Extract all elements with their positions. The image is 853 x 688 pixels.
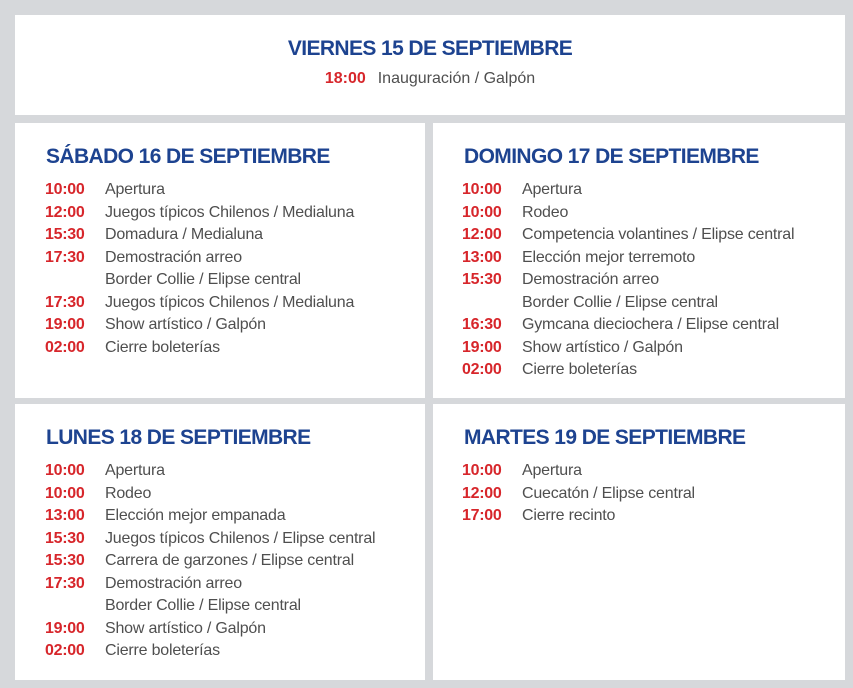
- event-time: 10:00: [45, 181, 85, 198]
- schedule-item: [462, 202, 794, 225]
- event-description-line: Cuecatón / Elipse central: [522, 484, 695, 502]
- tuesday-event-list: [462, 460, 695, 528]
- event-time: 02:00: [45, 338, 85, 356]
- event-description: Inauguración / Galpón: [377, 70, 536, 87]
- schedule-item: [462, 269, 794, 314]
- saturday-event-list: [45, 179, 354, 359]
- event-time: 10:00: [462, 181, 502, 198]
- event-time: 12:00: [462, 226, 502, 243]
- event-time: 17:00: [462, 507, 502, 524]
- event-description: [105, 337, 220, 360]
- schedule-item: [45, 573, 375, 618]
- schedule-item: [45, 528, 375, 551]
- event-description: [522, 247, 695, 270]
- event-description-line: Cierre boleterías: [105, 338, 220, 356]
- monday-title: LUNES 18 DE SEPTIEMBRE: [46, 426, 311, 449]
- event-description-line: Demostración arreo: [522, 271, 659, 288]
- event-description-line: Elección mejor empanada: [105, 507, 286, 524]
- event-description: [105, 314, 266, 337]
- event-description-line: Show artístico / Galpón: [105, 619, 266, 637]
- schedule-item: [45, 337, 354, 360]
- event-description-line: Carrera de garzones / Elipse central: [105, 552, 354, 569]
- event-description-line: Juegos típicos Chilenos / Elipse central: [105, 529, 376, 547]
- event-description-line: Rodeo: [105, 484, 152, 502]
- schedule-item: [462, 314, 794, 337]
- event-description-line: Show artístico / Galpón: [522, 338, 683, 356]
- schedule-item: [462, 224, 794, 247]
- event-description: [105, 573, 301, 618]
- schedule-item: [45, 505, 375, 528]
- schedule-item: [45, 202, 354, 225]
- event-description: [105, 460, 165, 483]
- event-description-line: Border Collie / Elipse central: [105, 271, 301, 288]
- event-description: [522, 483, 695, 506]
- monday-panel: [15, 404, 425, 680]
- event-description: [105, 202, 354, 225]
- event-description-line: Domadura / Medialuna: [105, 226, 263, 243]
- event-description-line: Juegos típicos Chilenos / Medialuna: [105, 293, 355, 311]
- event-time: 13:00: [462, 248, 502, 266]
- event-description: [522, 505, 615, 528]
- event-time: 17:30: [45, 293, 85, 311]
- event-time: 15:30: [462, 271, 502, 288]
- event-time: 10:00: [462, 203, 502, 221]
- event-time: 19:00: [462, 338, 502, 356]
- event-description-line: Elección mejor terremoto: [522, 248, 696, 266]
- schedule-item: [462, 337, 794, 360]
- event-description-line: Rodeo: [522, 203, 569, 221]
- event-description: [522, 179, 582, 202]
- event-description-line: Show artístico / Galpón: [105, 316, 266, 333]
- event-time: 02:00: [462, 361, 502, 378]
- event-time: 19:00: [45, 619, 85, 637]
- friday-panel: [15, 15, 845, 115]
- event-description-line: Cierre boleterías: [105, 642, 220, 659]
- saturday-panel: [15, 123, 425, 398]
- event-time: 12:00: [462, 484, 502, 502]
- event-description-line: Cierre boleterías: [522, 361, 637, 378]
- event-description: [105, 640, 220, 663]
- saturday-title: SÁBADO 16 DE SEPTIEMBRE: [46, 145, 330, 168]
- schedule-item: [462, 359, 794, 382]
- schedule-item: [45, 292, 354, 315]
- event-time: 19:00: [45, 316, 85, 333]
- event-description: [105, 224, 263, 247]
- event-time: 02:00: [45, 642, 85, 659]
- event-description: [105, 483, 151, 506]
- schedule-item: [45, 460, 375, 483]
- event-description-line: Border Collie / Elipse central: [522, 293, 718, 311]
- schedule-item: [462, 483, 695, 506]
- event-time: 15:30: [45, 226, 85, 243]
- event-time: 10:00: [462, 462, 502, 479]
- monday-event-list: [45, 460, 375, 663]
- friday-event: [15, 70, 845, 88]
- event-time: 18:00: [324, 70, 366, 87]
- schedule-item: [45, 618, 375, 641]
- event-description: [105, 618, 266, 641]
- schedule-item: [45, 483, 375, 506]
- event-time: 17:30: [45, 248, 85, 266]
- schedule-item: [462, 505, 695, 528]
- event-time: 10:00: [45, 462, 85, 479]
- event-description-line: Apertura: [522, 181, 582, 198]
- event-description-line: Apertura: [522, 462, 582, 479]
- event-description: [522, 224, 794, 247]
- event-description: [522, 314, 779, 337]
- event-description: [522, 202, 568, 225]
- event-description-line: Juegos típicos Chilenos / Medialuna: [105, 203, 355, 221]
- event-description: [105, 247, 301, 292]
- schedule-item: [45, 550, 375, 573]
- event-description: [105, 179, 165, 202]
- event-description: [105, 528, 375, 551]
- event-description-line: Cierre recinto: [522, 507, 616, 524]
- schedule-item: [45, 640, 375, 663]
- event-time: 10:00: [45, 484, 85, 502]
- tuesday-title: MARTES 19 DE SEPTIEMBRE: [464, 426, 746, 449]
- sunday-panel: [433, 123, 845, 398]
- sunday-event-list: [462, 179, 794, 382]
- friday-title: VIERNES 15 DE SEPTIEMBRE: [287, 37, 573, 60]
- schedule-item: [45, 247, 354, 292]
- schedule-item: [45, 179, 354, 202]
- event-description: [522, 269, 718, 314]
- event-description: [522, 337, 683, 360]
- event-description-line: Apertura: [105, 462, 165, 479]
- schedule-item: [45, 224, 354, 247]
- event-description: [522, 359, 637, 382]
- schedule-item: [462, 247, 794, 270]
- event-description-line: Gymcana dieciochera / Elipse central: [522, 316, 779, 333]
- event-description-line: Demostración arreo: [105, 574, 242, 592]
- event-time: 17:30: [45, 574, 85, 592]
- event-description: [105, 550, 354, 573]
- schedule-item: [462, 179, 794, 202]
- event-time: 15:30: [45, 552, 85, 569]
- tuesday-panel: [433, 404, 845, 680]
- event-description-line: Competencia volantines / Elipse central: [522, 226, 795, 243]
- event-description-line: Demostración arreo: [105, 248, 242, 266]
- event-description: [105, 292, 354, 315]
- schedule-item: [45, 314, 354, 337]
- event-time: 13:00: [45, 507, 85, 524]
- schedule-item: [462, 460, 695, 483]
- sunday-title: DOMINGO 17 DE SEPTIEMBRE: [464, 145, 759, 168]
- event-description: [105, 505, 285, 528]
- event-time: 15:30: [45, 529, 85, 547]
- event-description: [522, 460, 582, 483]
- event-description-line: Apertura: [105, 181, 165, 198]
- event-description-line: Border Collie / Elipse central: [105, 597, 301, 614]
- event-time: 12:00: [45, 203, 85, 221]
- event-time: 16:30: [462, 316, 502, 333]
